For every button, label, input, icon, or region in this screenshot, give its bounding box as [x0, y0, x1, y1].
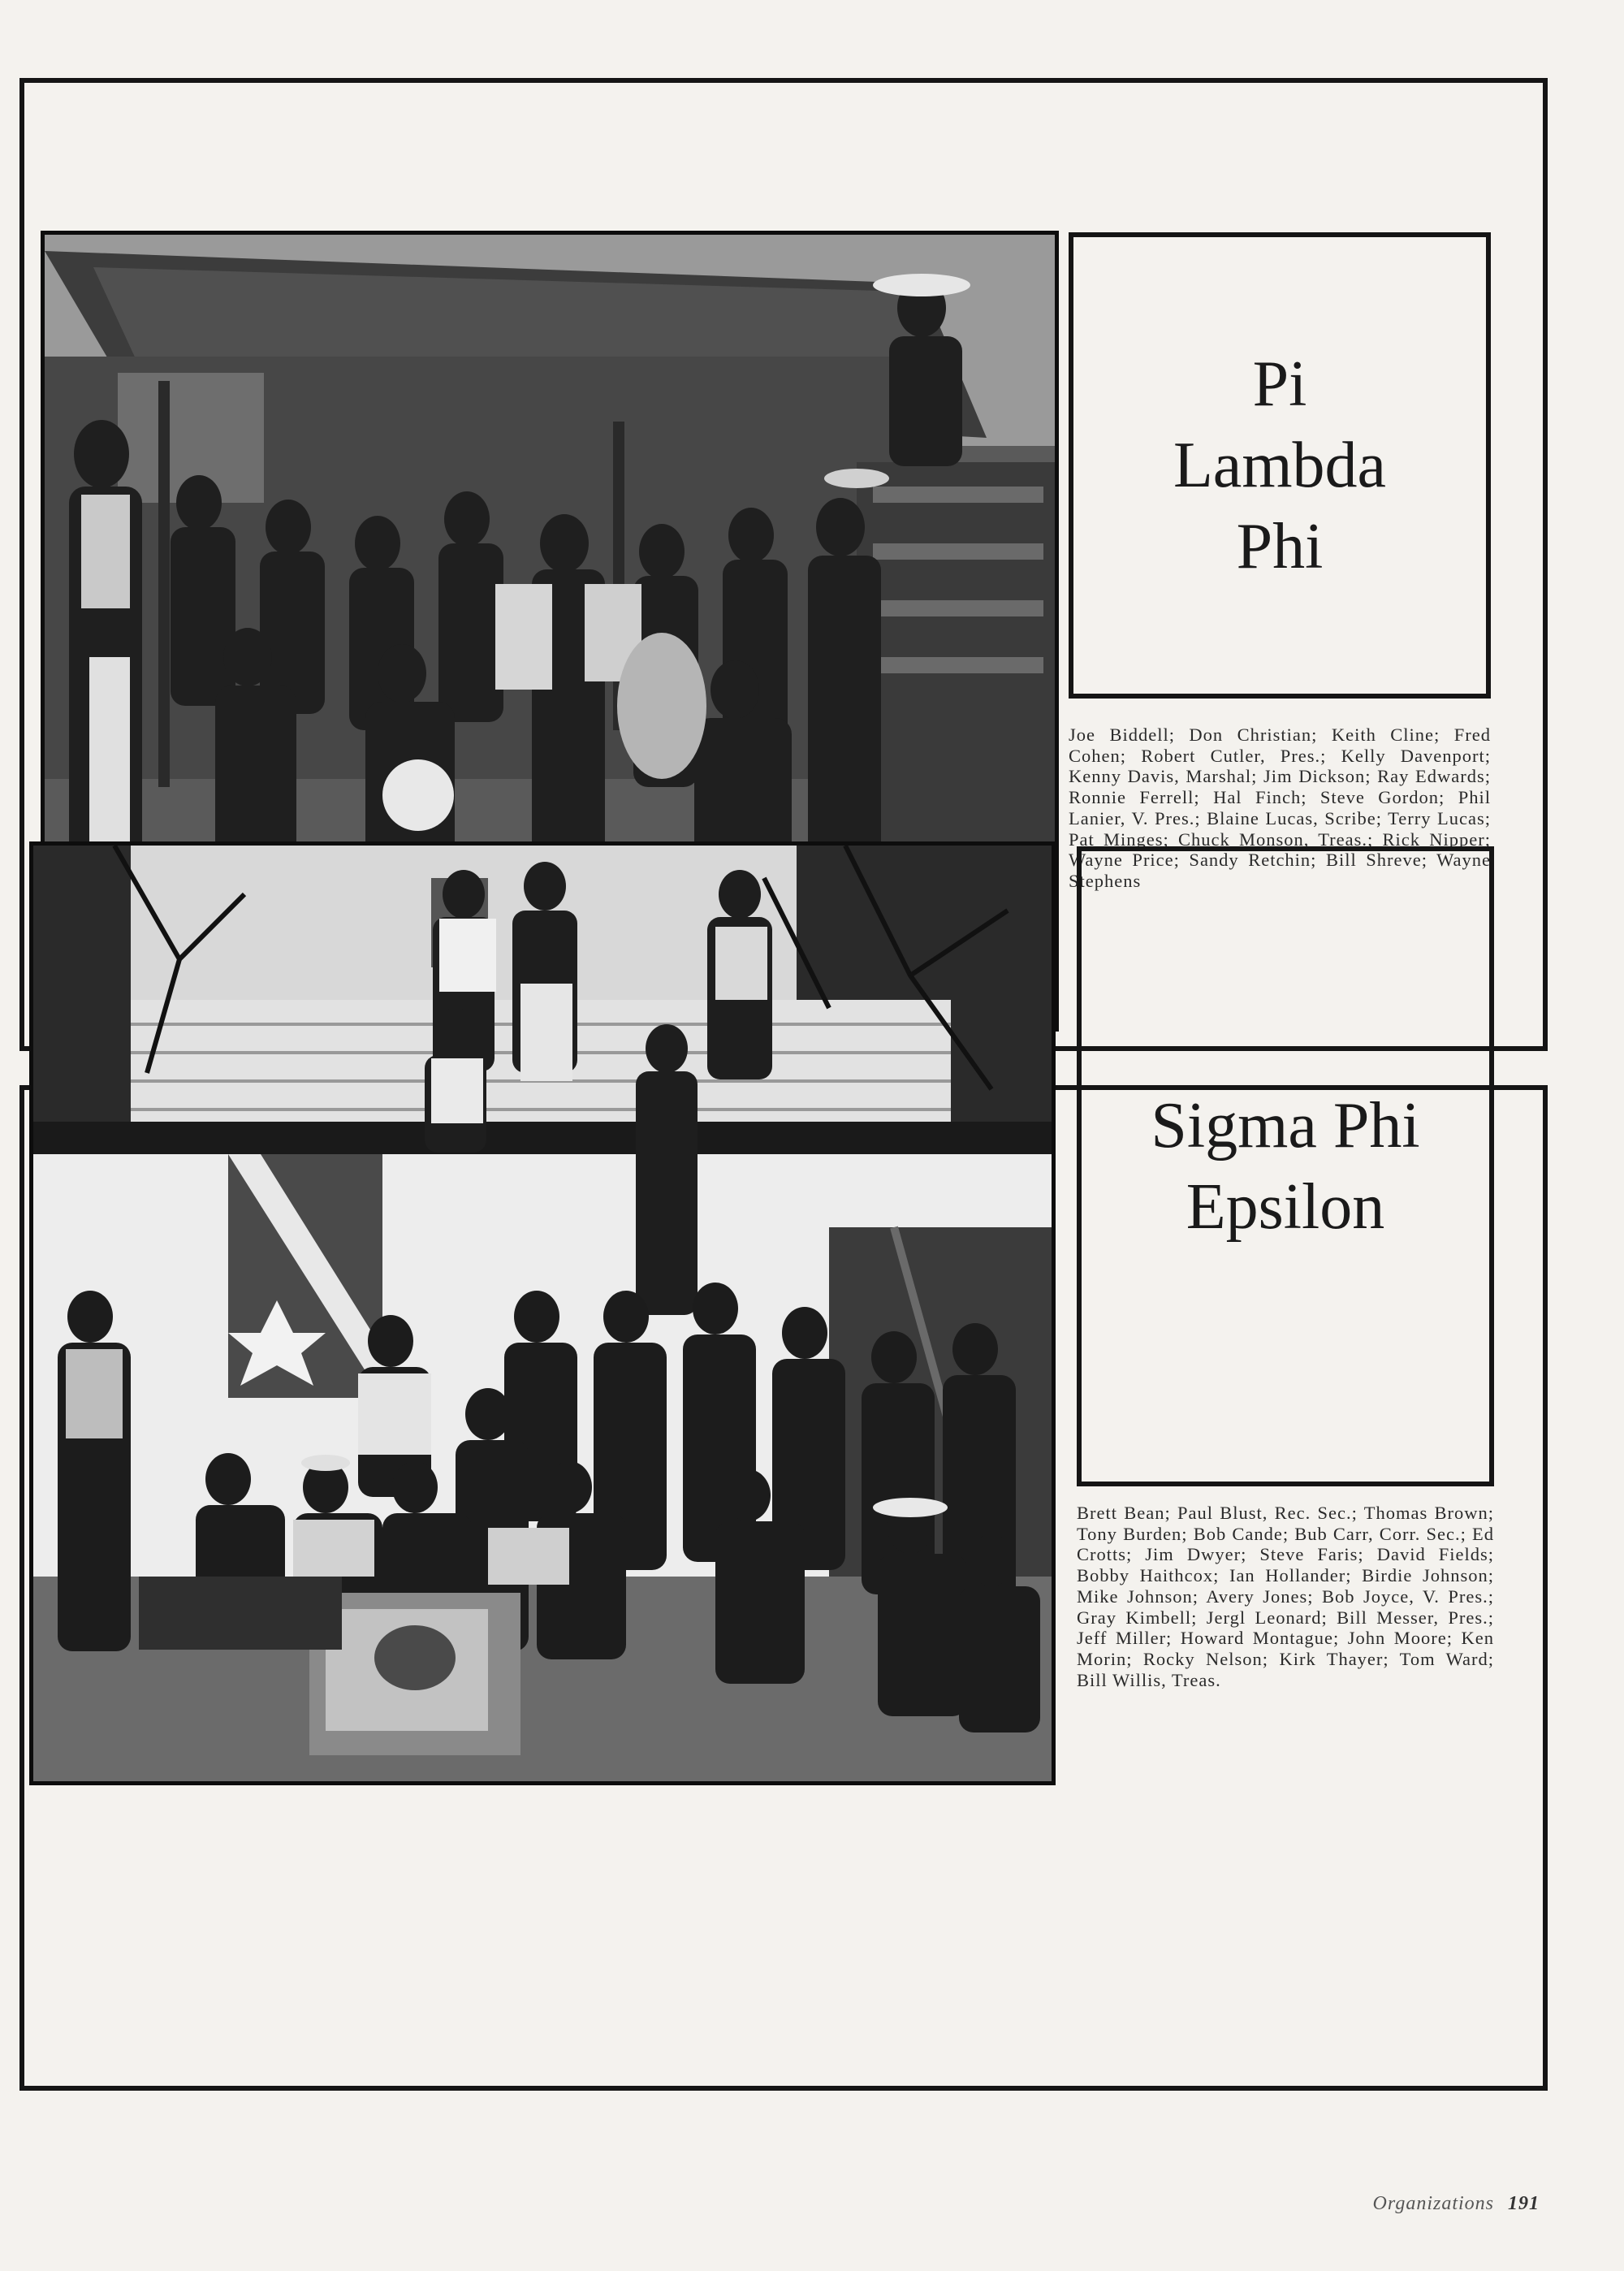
page-number: 191: [1508, 2193, 1540, 2214]
sigma-phi-epsilon-title-box: [1077, 846, 1494, 1486]
sigma-phi-epsilon-title: Sigma Phi Epsilon: [1151, 1090, 1420, 1243]
page-footer: [1373, 2193, 1540, 2215]
pi-lambda-phi-member-list: Joe Biddell; Don Christian; Keith Cline; Fred Cohen; Robert Cutler, Pres.; Kelly Davenport; Kenny Davis, Marshal; Jim Dickson; Ray Edwards; Ronnie Ferrell; Hal Finch; Steve Gordon; Phil Lanier, V. Pres.; Blaine Lucas, Scribe; Terry Lucas; Pat Minges; Chuck Monson, Treas.; Rick Nipper; Wayne Price; Sandy Retchin; Bill Shreve; Wayne Stephens: [1069, 725, 1491, 891]
sigma-phi-epsilon-member-list: Brett Bean; Paul Blust, Rec. Sec.; Thomas Brown; Tony Burden; Bob Cande; Bub Carr, Corr. Sec.; Ed Crotts; Jim Dwyer; Steve Faris; David Fields; Bobby Haithcox; Ian Hollander; Birdie Johnson; Mike Johnson; Avery Jones; Bob Joyce, V. Pres.; Gray Kimbell; Jergl Leonard; Bill Messer, Pres.; Jeff Miller; Howard Montague; John Moore; Ken Morin; Rocky Nelson; Kirk Thayer; Tom Ward; Bill Willis, Treas.: [1077, 1503, 1494, 1690]
footer-section-name: Organizations: [1372, 2193, 1494, 2214]
sigma-phi-epsilon-group-photo: [29, 841, 1056, 1785]
group-photo-yard-icon: [33, 846, 1052, 1781]
pi-lambda-phi-title-box: [1069, 232, 1491, 699]
pi-lambda-phi-title: Pi Lambda Phi: [1173, 348, 1387, 582]
